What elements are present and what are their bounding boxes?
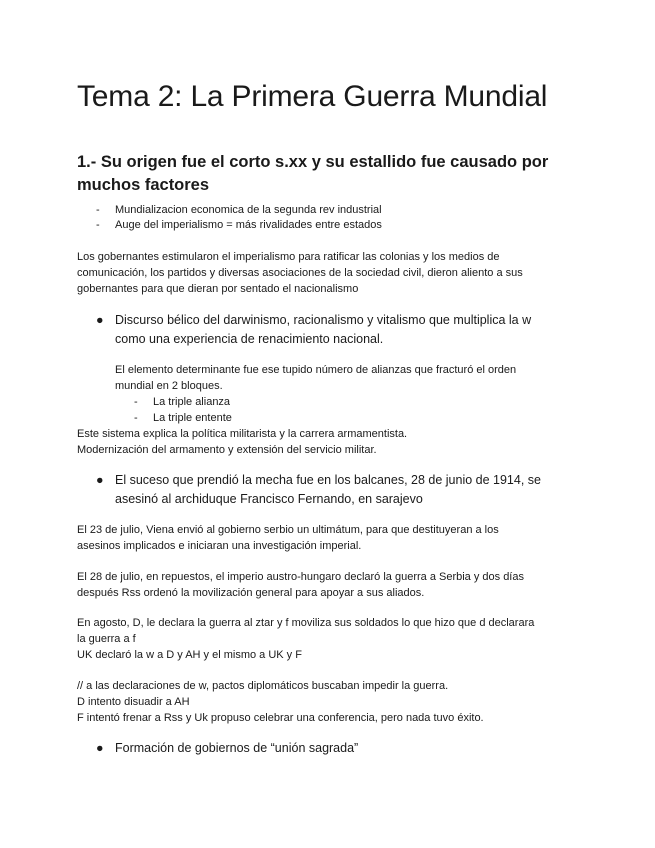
dash-marker: -	[96, 204, 100, 216]
section-heading-line: 1.- Su origen fue el corto s.xx y su estallido fue causado por	[77, 153, 549, 171]
indented-paragraph	[115, 362, 575, 394]
list-item-text: Mundializacion economica de la segunda rev industrial	[115, 204, 382, 216]
list-item	[134, 394, 232, 410]
bullet-text	[115, 739, 358, 758]
paragraph	[77, 678, 577, 726]
paragraph-line: Modernización del armamento y extensión del servicio militar.	[77, 444, 377, 456]
bullet-icon: ●	[96, 473, 104, 487]
dash-marker: -	[134, 396, 138, 408]
factors-list	[96, 203, 382, 233]
paragraph-line: // a las declaraciones de w, pactos diplomáticos buscaban impedir la guerra.	[77, 680, 449, 692]
paragraph-line: después Rss ordenó la movilización general para apoyar a sus aliados.	[77, 587, 425, 599]
paragraph-line: UK declaró la w a D y AH y el mismo a UK y F	[77, 649, 302, 661]
section-heading-line: muchos factores	[77, 176, 210, 194]
section-heading	[77, 151, 597, 197]
list-item	[96, 218, 382, 233]
list-item	[134, 410, 232, 426]
bullet-text	[115, 311, 531, 349]
bullet-line: Formación de gobiernos de “unión sagrada”	[115, 741, 359, 755]
paragraph-line: comunicación, los partidos y diversas asociaciones de la sociedad civil, dieron aliento a sus	[77, 267, 523, 279]
bullet-icon: ●	[96, 313, 104, 327]
paragraph	[77, 615, 577, 663]
paragraph-line: D intento disuadir a AH	[77, 696, 190, 708]
bullet-line: asesinó al archiduque Francisco Fernando, en sarajevo	[115, 492, 423, 506]
paragraph-line: Este sistema explica la política militarista y la carrera armamentista.	[77, 428, 408, 440]
list-item	[96, 203, 382, 218]
bullet-line: como una experiencia de renacimiento nacional.	[115, 332, 384, 346]
list-item-text: Auge del imperialismo = más rivalidades entre estados	[115, 219, 382, 231]
paragraph	[77, 522, 577, 554]
bullet-icon: ●	[96, 741, 104, 755]
paragraph-line: Los gobernantes estimularon el imperialismo para ratificar las colonias y los medios de	[77, 251, 500, 263]
list-item-text: La triple alianza	[153, 396, 231, 408]
paragraph-line: la guerra a f	[77, 633, 136, 645]
paragraph-line: El 23 de julio, Viena envió al gobierno serbio un ultimátum, para que destituyeran a los	[77, 524, 499, 536]
bullet-line: Discurso bélico del darwinismo, racionalismo y vitalismo que multiplica la w	[115, 313, 532, 327]
paragraph-line: El 28 de julio, en repuestos, el imperio austro-hungaro declaró la guerra a Serbia y dos días	[77, 571, 524, 583]
paragraph-line: mundial en 2 bloques.	[115, 380, 223, 392]
bullet-line: El suceso que prendió la mecha fue en los balcanes, 28 de junio de 1914, se	[115, 473, 541, 487]
paragraph-line: F intentó frenar a Rss y Uk propuso celebrar una conferencia, pero nada tuvo éxito.	[77, 712, 484, 724]
paragraph	[77, 249, 577, 297]
dash-marker: -	[134, 412, 138, 424]
paragraph	[77, 426, 577, 458]
alliances-list	[134, 394, 232, 426]
dash-marker: -	[96, 219, 100, 231]
paragraph-line: gobernantes para que dieran por sentado el nacionalismo	[77, 283, 359, 295]
bullet-text	[115, 471, 541, 509]
page-title: Tema 2: La Primera Guerra Mundial	[77, 80, 548, 113]
paragraph-line: En agosto, D, le declara la guerra al ztar y f moviliza sus soldados lo que hizo que d declarara	[77, 617, 535, 629]
list-item-text: La triple entente	[153, 412, 232, 424]
paragraph-line: asesinos implicados e iniciaran una investigación imperial.	[77, 540, 362, 552]
paragraph	[77, 569, 577, 601]
paragraph-line: El elemento determinante fue ese tupido número de alianzas que fracturó el orden	[115, 364, 517, 376]
